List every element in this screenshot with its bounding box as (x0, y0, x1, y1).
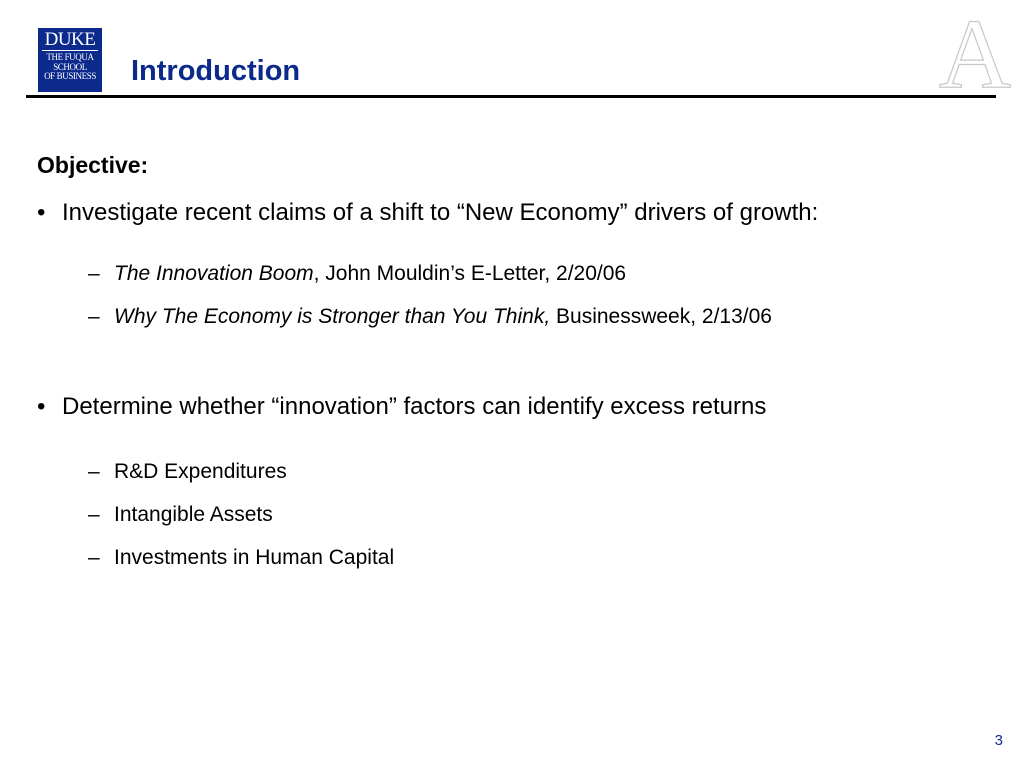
dash-marker: – (88, 503, 100, 526)
dash-marker: – (88, 460, 100, 483)
bullet-text: Determine whether “innovation” factors can identify excess returns (62, 393, 767, 420)
sub-item (88, 544, 394, 572)
objective-heading: Objective: (37, 152, 149, 178)
bullet-marker: • (37, 199, 46, 226)
logo-main-text: DUKE (42, 30, 98, 51)
bullet-item (37, 391, 766, 423)
sub-item (88, 501, 273, 529)
sub-item (88, 260, 626, 288)
bullet-marker: • (37, 393, 46, 420)
logo-line-2: SCHOOL (53, 61, 87, 72)
slide-title: Introduction (131, 55, 301, 87)
sub-item-title: Why The Economy is Stronger than You Think, (114, 305, 551, 328)
logo-line-3: OF BUSINESS (44, 71, 96, 82)
sub-item-text: Investments in Human Capital (114, 546, 395, 569)
sub-item-text: R&D Expenditures (114, 460, 287, 483)
dash-marker: – (88, 262, 100, 285)
sub-item-title: The Innovation Boom (114, 262, 314, 285)
sub-item (88, 458, 287, 486)
dash-marker: – (88, 305, 100, 328)
dash-marker: – (88, 546, 100, 569)
sub-item (88, 303, 772, 331)
sub-item-text: Intangible Assets (114, 503, 273, 526)
sub-item-source: Businessweek, 2/13/06 (550, 305, 772, 328)
logo-line-1: THE FUQUA (46, 52, 94, 62)
duke-fuqua-logo (38, 28, 102, 92)
sub-item-source: , John Mouldin’s E-Letter, 2/20/06 (313, 262, 627, 285)
corner-letter-mark-text: A (938, 8, 1012, 90)
bullet-item (37, 197, 818, 229)
corner-letter-mark (930, 8, 1020, 90)
title-divider (26, 95, 996, 98)
page-number: 3 (994, 732, 1003, 749)
bullet-text: Investigate recent claims of a shift to “New Economy” drivers of growth: (62, 199, 819, 226)
